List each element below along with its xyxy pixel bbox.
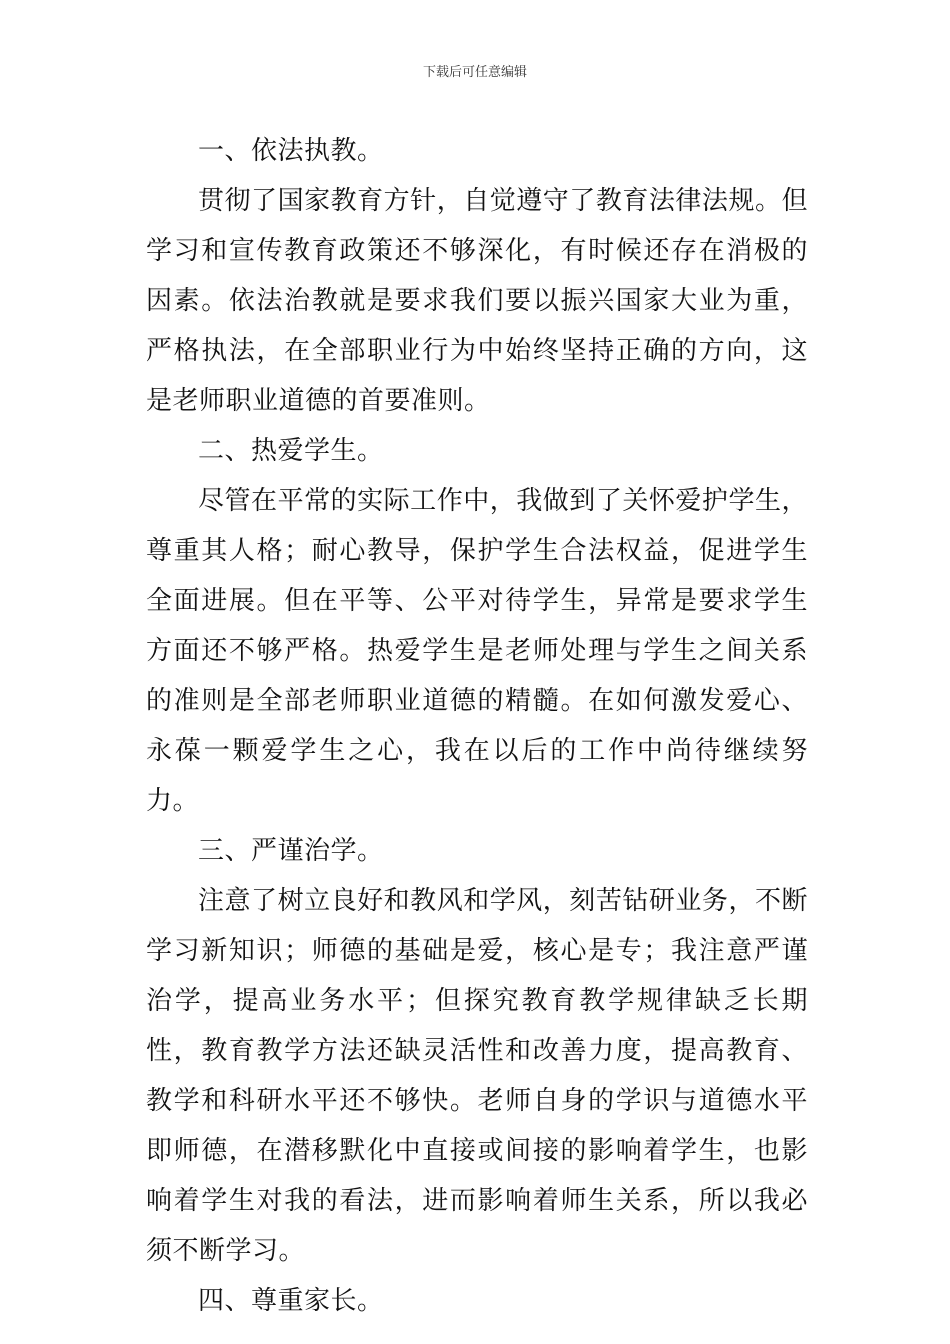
paragraph-3: 注意了树立良好和教风和学风，刻苦钻研业务，不断学习新知识；师德的基础是爱，核心是专；我注意严谨治学，提高业务水平；但探究教育教学规律缺乏长期性，教育教学方法还缺灵活性和改善力度，提高教育、教学和科研水平还不够快。老师自身的学识与道德水平即师德，在潜移默化中直接或间接的影响着学生，也影响着学生对我的看法，进而影响着师生关系，所以我必须不断学习。 xyxy=(146,886,808,1266)
paragraph-2: 尽管在平常的实际工作中，我做到了关怀爱护学生，尊重其人格；耐心教导，保护学生合法权益，促进学生全面进展。但在平等、公平对待学生，异常是要求学生方面还不够严格。热爱学生是老师处理与学生之间关系的准则是全部老师职业道德的精髓。在如何激发爱心、永葆一颗爱学生之心，我在以后的工作中尚待继续努力。 xyxy=(146,486,808,816)
section-heading-1: 一、依法执教。 xyxy=(198,136,384,166)
page-header: 下载后可任意编辑 xyxy=(422,65,527,80)
section-heading-4: 四、尊重家长。 xyxy=(198,1286,384,1316)
document-body xyxy=(146,126,808,1326)
section-heading-2: 二、热爱学生。 xyxy=(198,436,384,466)
paragraph-1: 贯彻了国家教育方针，自觉遵守了教育法律法规。但学习和宣传教育政策还不够深化，有时候还存在消极的因素。依法治教就是要求我们要以振兴国家大业为重，严格执法，在全部职业行为中始终坚持正确的方向，这是老师职业道德的首要准则。 xyxy=(146,186,808,416)
section-heading-3: 三、严谨治学。 xyxy=(198,836,384,866)
